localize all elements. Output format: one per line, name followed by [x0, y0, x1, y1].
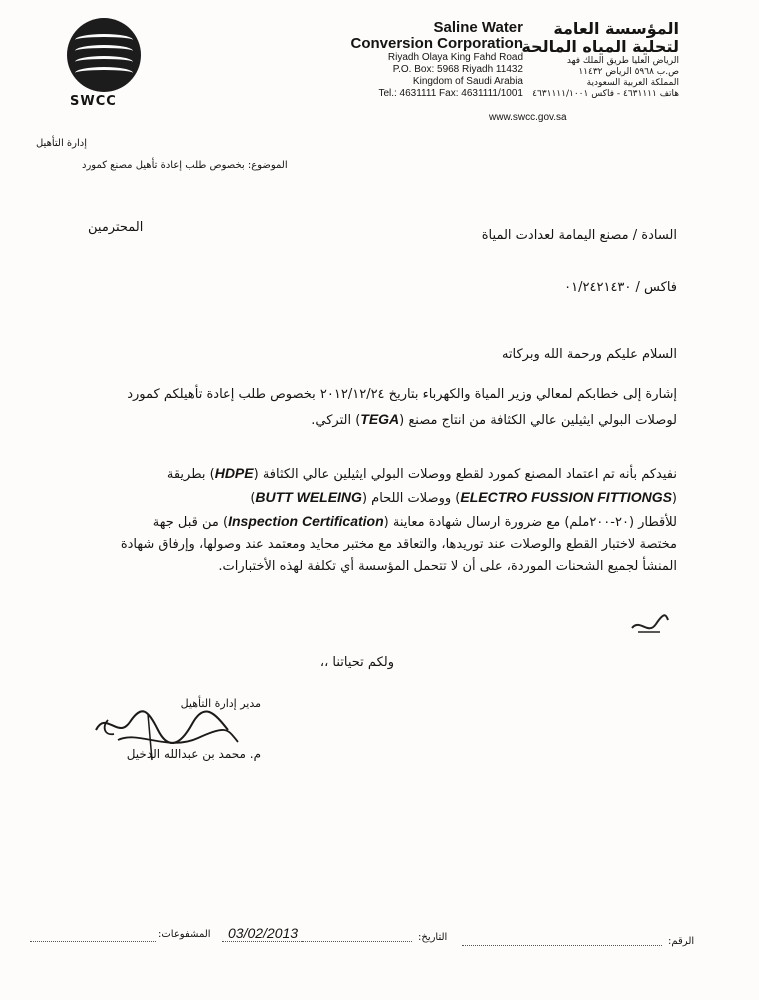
butt-welding-term: BUTT WELEING: [255, 489, 362, 505]
initials-mark-icon: [628, 606, 672, 640]
closing: ولكم تحياتنا ،،: [319, 655, 394, 670]
subject: الموضوع: بخصوص طلب إعادة تأهيل مصنع كمورد: [82, 160, 288, 171]
website: www.swcc.gov.sa: [489, 112, 567, 123]
p2-line4: مختصة لاختبار القطع والوصلات عند توريدها، والتعاقد مع مختبر محايد ومعتمد عند وصولها، وإرفاق شهادة: [120, 537, 677, 552]
p2-line1-end: ) بطريقة: [166, 467, 215, 482]
p2-line3-end: ) من قبل جهة: [152, 515, 229, 530]
p2-line2-mid: ) ووصلات اللحام (: [361, 491, 461, 506]
signatory-name: م. محمد بن عبدالله الدخيل: [126, 747, 261, 761]
p2-line3: [57, 510, 677, 534]
address-line1: Riyadh Olaya King Fahd Road: [387, 52, 523, 63]
p1-line1: إشارة إلى خطابكم لمعالي وزير المياة والكهرباء بتاريخ ٢٠١٢/١٢/٢٤ بخصوص طلب إعادة تأهيلكم كمورد: [127, 387, 677, 402]
p2-line1: [57, 462, 677, 486]
date-dots: [462, 944, 662, 946]
hdpe-term: HDPE: [214, 465, 254, 481]
fax-number: فاكس / ٠١/٢٤٢١٤٣٠: [564, 280, 677, 295]
greeting: السلام عليكم ورحمة الله وبركاته: [501, 347, 677, 362]
address-ar-line1: الرياض العليا طريق الملك فهد: [566, 56, 679, 66]
tega-term: TEGA: [360, 411, 400, 427]
signatory-title: مدير إدارة التأهيل: [180, 697, 261, 710]
swcc-logo-icon: [67, 18, 141, 92]
p1-line2-start: لوصلات البولي ايثيلين عالي الكثافة من انتاج مصنع (: [399, 413, 677, 428]
attachments-dots-2: [302, 940, 412, 942]
org-name-ar-line2: لتحلية المياه المالحة: [521, 37, 679, 56]
header-arabic: [521, 20, 679, 100]
address-ar-line2: ص.ب ٥٩٦٨ الرياض ١١٤٣٢: [578, 67, 679, 77]
date-label: التاريخ:: [418, 932, 448, 943]
p2-line1-start: نفيدكم بأنه تم اعتماد المصنع كمورد لقطع ووصلات البولي ايثيلين عالي الكثافة (: [253, 467, 677, 482]
tel-fax-ar: هاتف ٤٦٣١١١١ - فاكس ٤٦٣١١١١/١٠٠١: [532, 89, 679, 99]
address-line3: Kingdom of Saudi Arabia: [412, 76, 523, 87]
attachments-label: المشفوعات:: [158, 929, 211, 940]
org-name-line2: Conversion Corporation: [350, 35, 523, 52]
address-ar-line3: المملكة العربية السعودية: [586, 78, 679, 88]
paragraph-1: [57, 383, 677, 433]
attachments-dots: [30, 940, 156, 942]
p2-line2-end: ): [250, 491, 256, 506]
handwritten-date: 03/02/2013: [222, 925, 304, 942]
paragraph-2: [57, 462, 677, 578]
honorific: المحترمين: [88, 220, 144, 235]
p2-line3-start: للأقطار (٢٠-٢٠٠ملم) مع ضرورة ارسال شهادة معاينة (: [383, 515, 677, 530]
p1-line2: [57, 407, 677, 433]
p2-line5: المنشأ لجميع الشحنات الموردة، على أن لا تتحمل المؤسسة أي تكلفة لهذه الأختبارات.: [218, 559, 677, 574]
address-line2: P.O. Box: 5968 Riyadh 11432: [392, 64, 523, 75]
logo-text: SWCC: [70, 94, 117, 109]
number-label: الرقم:: [668, 936, 695, 947]
p2-line2: [57, 486, 677, 510]
inspection-term: Inspection Certification: [228, 513, 384, 529]
tel-fax: Tel.: 4631111 Fax: 4631111/1001: [378, 88, 523, 99]
org-name-line1: Saline Water: [433, 19, 523, 36]
department: إدارة التأهيل: [35, 138, 87, 149]
recipient: السادة / مصنع اليمامة لعدادت المياة: [481, 228, 677, 243]
header-english: [350, 20, 523, 100]
org-name-ar-line1: المؤسسة العامة: [553, 19, 679, 38]
p2-line2-start: (: [671, 491, 677, 506]
electrofusion-term: ELECTRO FUSSION FITTIONGS: [460, 489, 672, 505]
p1-line2-end: ) التركي.: [311, 413, 361, 428]
